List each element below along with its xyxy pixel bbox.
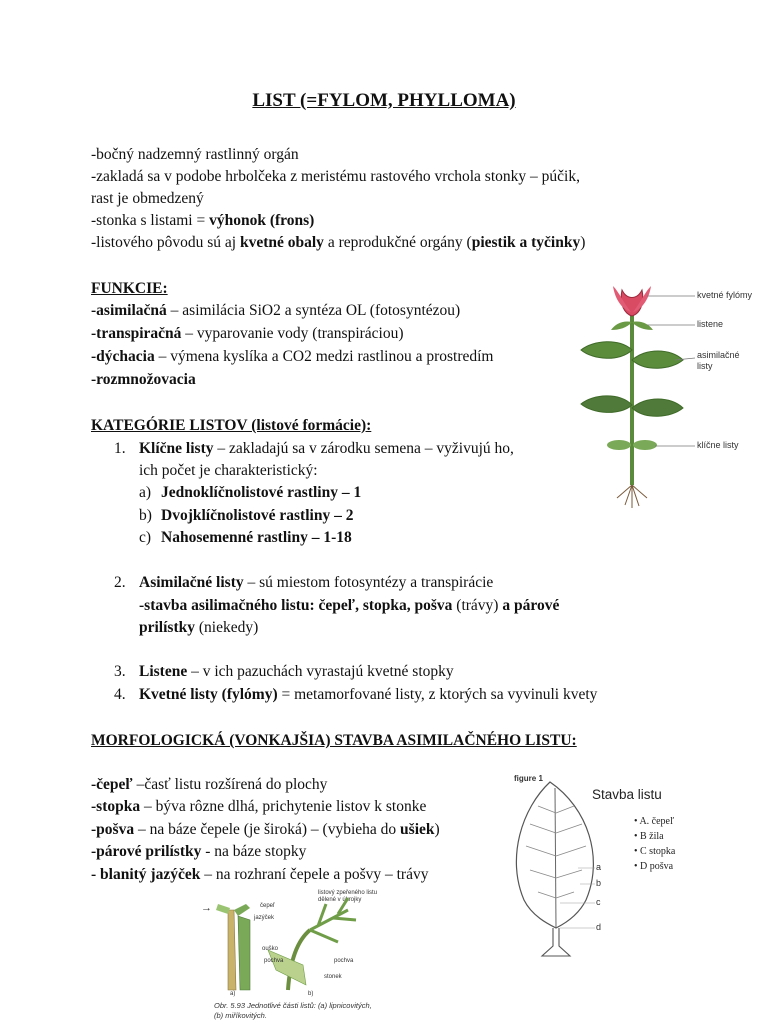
- legend-item: • B žila: [634, 831, 664, 842]
- arrow-icon: →: [201, 902, 212, 914]
- intro-line-5: [91, 233, 585, 253]
- kategoria-1: [139, 439, 514, 459]
- page-title: LIST (=FYLOM, PHYLLOMA): [252, 90, 516, 111]
- leaf-figure: [500, 768, 762, 960]
- funkcia-term: -dýchacia: [91, 348, 155, 365]
- kategoria-desc: – v ich pazuchách vyrastajú kvetné stopky: [187, 663, 454, 680]
- morfologia-term: -párové prilístky: [91, 843, 202, 860]
- intro-text: -listového pôvodu sú aj: [91, 234, 240, 251]
- grass-sub-b: b): [308, 991, 314, 997]
- kategoria-term: Kvetné listy (fylómy): [139, 686, 278, 703]
- morfologia-term: -stopka: [91, 798, 141, 815]
- kategoria-desc: – zakladajú sa v zárodku semena – vyživujú ho,: [213, 440, 514, 457]
- subitem-c: Nahosemenné rastliny – 1-18: [161, 529, 352, 546]
- kategorie-heading: [91, 416, 371, 436]
- grass-caption-top-1: listový zpeřeného listu: [318, 890, 378, 896]
- leaf-figure-title: Stavba listu: [592, 787, 662, 802]
- grass-label-pochva-b: pochva: [334, 958, 354, 964]
- intro-line-1: -bočný nadzemný rastlinný orgán: [91, 146, 299, 163]
- subitem-b: Dvojklíčnolistové rastliny – 2: [161, 507, 354, 524]
- legend-text: D pošva: [640, 861, 674, 872]
- legend-item: • A. čepeľ: [634, 816, 675, 827]
- subitem-c-marker: c): [139, 529, 152, 546]
- plant-label-bracts: listene: [697, 319, 724, 329]
- leaf-mark-a: a: [596, 862, 602, 872]
- kategoria-term: a párové: [502, 597, 560, 614]
- grass-illustration: [198, 890, 408, 1002]
- funkcia-desc: – asimilácia SiO2 a syntéza OL (fotosyntézou): [166, 302, 461, 319]
- plant-illustration: [575, 280, 765, 512]
- morfologia-posva: [91, 820, 440, 840]
- kategoria-2-line-2: [139, 596, 559, 616]
- kategoria-3: [139, 662, 454, 682]
- kategoria-2-number: 2.: [114, 574, 126, 591]
- morfologia-prilistky: [91, 842, 306, 862]
- grass-caption-1: Obr. 5.93 Jednotlivé části listů: (a) lipnicovitých,: [214, 1001, 372, 1010]
- kategoria-term: -stavba asilimačného listu: čepeľ, stopka, pošva: [139, 597, 453, 614]
- funkcia-transpiracna: [91, 324, 404, 344]
- kategoria-desc: (niekedy): [194, 619, 259, 636]
- leaf-figure-tag: figure 1: [514, 774, 543, 783]
- leaf-mark-d: d: [596, 922, 602, 932]
- morfologia-desc: –časť listu rozšírená do plochy: [132, 776, 328, 793]
- intro-line-4: [91, 211, 314, 231]
- legend-item: • C stopka: [634, 846, 676, 857]
- legend-item: • D pošva: [634, 861, 674, 872]
- subitem-a: Jednoklíčnolistové rastliny – 1: [161, 484, 362, 501]
- grass-label-pochva-a: pochva: [264, 958, 284, 964]
- morfologia-cepel: [91, 775, 327, 795]
- funkcia-term: -asimilačná: [91, 302, 167, 319]
- kategoria-term: Asimilačné listy: [139, 574, 244, 591]
- intro-term: kvetné obaly: [239, 234, 324, 251]
- kategoria-2-line-3: [139, 618, 258, 638]
- morfologia-desc: - na báze stopky: [201, 843, 307, 860]
- grass-figure: [198, 890, 408, 1022]
- plant-label-flower: kvetné fylómy: [697, 290, 753, 300]
- funkcia-dychacia: [91, 347, 494, 367]
- legend-text: C stopka: [640, 846, 676, 857]
- kategoria-1-line-2: ich počet je charakteristický:: [139, 462, 318, 479]
- grass-sub-a: a): [230, 991, 236, 997]
- kategoria-term: Klíčne listy: [139, 440, 214, 457]
- morfologia-stopka: [91, 797, 426, 817]
- plant-label-cotyledons: klíčne listy: [697, 440, 739, 450]
- grass-caption-top-2: dělené v úkrojky: [318, 897, 362, 903]
- kategoria-desc: = metamorfované listy, z ktorých sa vyvinuli kvety: [277, 686, 598, 703]
- morfologia-heading: MORFOLOGICKÁ (VONKAJŠIA) STAVBA ASIMILAČNÉHO LISTU:: [91, 732, 577, 749]
- plant-figure: [575, 280, 765, 512]
- kategoria-desc: – sú miestom fotosyntézy a transpirácie: [243, 574, 494, 591]
- morfologia-jazycek: [91, 865, 428, 885]
- kategoria-term: prilístky: [139, 619, 195, 636]
- funkcia-term: -transpiračná: [91, 325, 182, 342]
- grass-label-cepel: čepeľ: [260, 903, 275, 909]
- subitem-b-marker: b): [139, 507, 152, 524]
- funkcia-asimilacna: [91, 301, 460, 321]
- grass-caption-2: (b) miříkovitých.: [214, 1011, 267, 1020]
- grass-label-stonek: stonek: [324, 974, 342, 980]
- morfologia-desc: – na báze čepele (je široká) – (vybieha do: [134, 821, 401, 838]
- subitem-a-marker: a): [139, 484, 152, 501]
- funkcie-heading: FUNKCIE:: [91, 280, 168, 297]
- leaf-mark-b: b: [596, 878, 602, 888]
- intro-term: výhonok (frons): [209, 212, 315, 229]
- grass-label-ousko: ouško: [262, 946, 279, 952]
- morfologia-term: -pošva: [91, 821, 135, 838]
- kategoria-1-number: 1.: [114, 440, 126, 457]
- legend-text: A. čepeľ: [639, 816, 675, 827]
- kategoria-4: [139, 685, 597, 705]
- funkcia-desc: – vyparovanie vody (transpiráciou): [181, 325, 404, 342]
- morfologia-desc: ): [434, 821, 440, 838]
- kategoria-term: Listene: [139, 663, 188, 680]
- funkcia-desc: – výmena kyslíka a CO2 medzi rastlinou a prostredím: [154, 348, 494, 365]
- morfologia-desc: – býva rôzne dlhá, prichytenie listov k stonke: [140, 798, 427, 815]
- plant-label-leaves-2: listy: [697, 361, 713, 371]
- intro-line-2: -zakladá sa v podobe hrbolčeka z meristému rastového vrchola stonky – púčik,: [91, 168, 580, 185]
- intro-text: ): [580, 234, 586, 251]
- funkcia-rozmnozovacia: -rozmnožovacia: [91, 371, 196, 388]
- grass-label-jazycek: jazýček: [254, 915, 275, 921]
- kategoria-4-number: 4.: [114, 686, 126, 703]
- intro-line-3: rast je obmedzený: [91, 190, 204, 207]
- plant-label-leaves-1: asimilačné: [697, 350, 740, 360]
- kategorie-heading-text: KATEGÓRIE LISTOV (listové formácie):: [91, 417, 372, 434]
- morfologia-desc: – na rozhraní čepele a pošvy – trávy: [200, 866, 429, 883]
- kategoria-desc: (trávy): [452, 597, 503, 614]
- kategoria-3-number: 3.: [114, 663, 126, 680]
- intro-text: -stonka s listami =: [91, 212, 210, 229]
- legend-text: B žila: [640, 831, 664, 842]
- morfologia-term: -čepeľ: [91, 776, 133, 793]
- leaf-mark-c: c: [596, 897, 601, 907]
- kategoria-2: [139, 573, 493, 593]
- morfologia-term: - blanitý jazýček: [91, 866, 201, 883]
- morfologia-term: ušiek: [400, 821, 435, 838]
- intro-term: piestik a tyčinky: [471, 234, 581, 251]
- intro-text: a reprodukčné orgány (: [323, 234, 472, 251]
